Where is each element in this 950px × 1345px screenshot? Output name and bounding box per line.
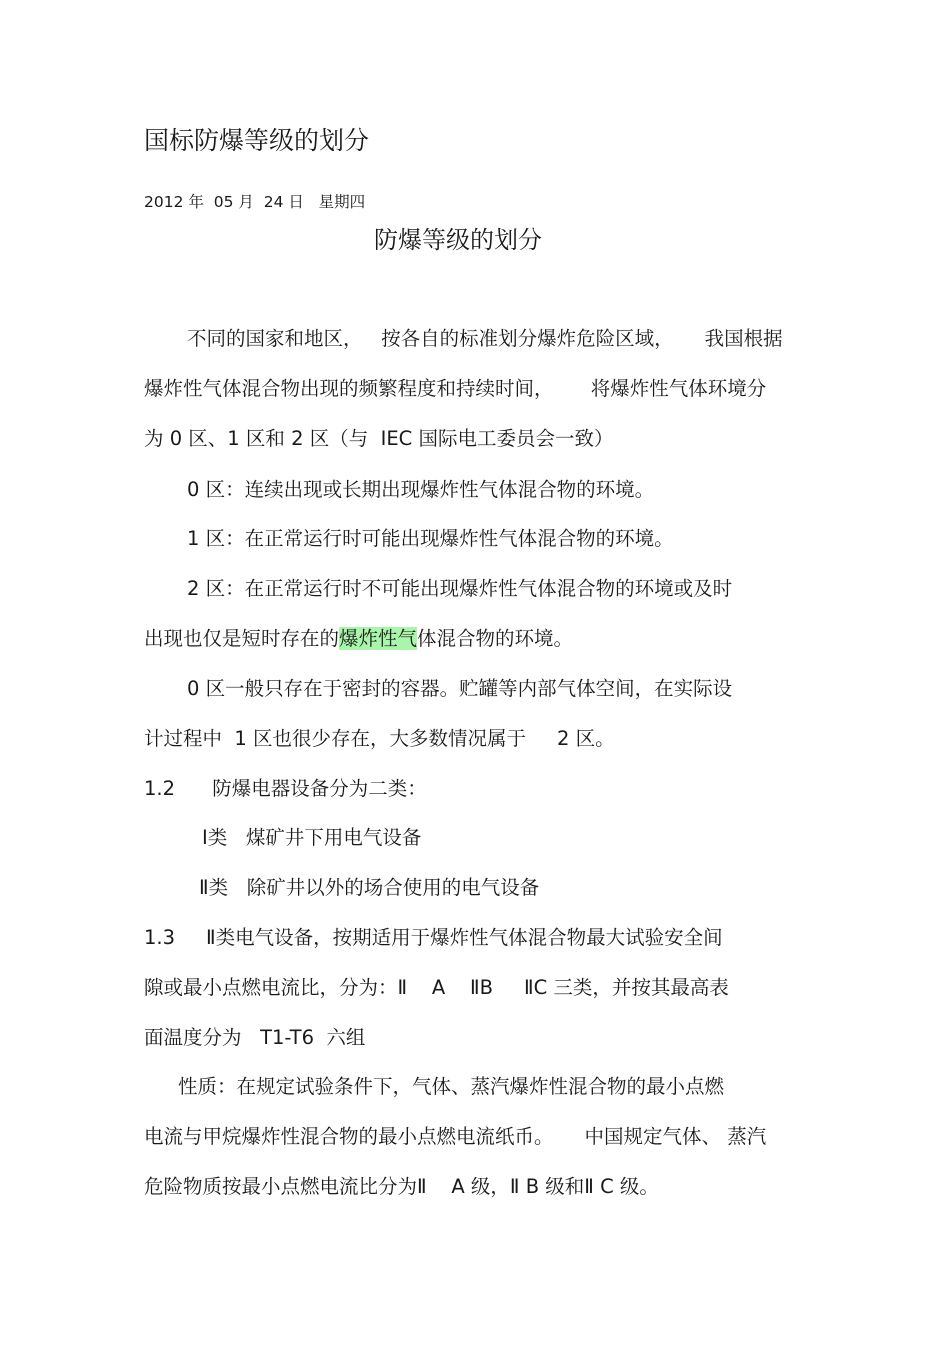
text-run: 出现也仅是短时存在的 <box>144 627 340 650</box>
paragraph-line: 电流与甲烷爆炸性混合物的最小点燃电流纸币。 中国规定气体、 蒸汽 <box>144 1125 767 1148</box>
class-ii-item: Ⅱ类 除矿井以外的场合使用的电气设备 <box>199 876 540 899</box>
zone-0-definition: 0 区：连续出现或长期出现爆炸性气体混合物的环境。 <box>187 478 655 501</box>
paragraph-line: 为 0 区、1 区和 2 区（与 IEC 国际电工委员会一致） <box>144 427 614 450</box>
class-i-item: Ⅰ类 煤矿井下用电气设备 <box>202 826 422 849</box>
publish-date: 2012 年 05 月 24 日 星期四 <box>144 193 366 211</box>
zone-1-definition: 1 区：在正常运行时可能出现爆炸性气体混合物的环境。 <box>187 527 674 550</box>
paragraph-line: 不同的国家和地区， 按各自的标准划分爆炸危险区域， 我国根据 <box>187 327 783 350</box>
zone-2-definition: 2 区：在正常运行时不可能出现爆炸性气体混合物的环境或及时 <box>187 577 733 600</box>
paragraph-line: 性质：在规定试验条件下，气体、蒸汽爆炸性混合物的最小点燃 <box>178 1075 725 1098</box>
paragraph-line: 爆炸性气体混合物出现的频繁程度和持续时间， 将爆炸性气体环境分 <box>144 377 767 400</box>
paragraph-line: 计过程中 1 区也很少存在，大多数情况属于 2 区。 <box>144 727 615 750</box>
section-1-2-heading: 1.2 防爆电器设备分为二类： <box>144 777 427 800</box>
paragraph-line <box>144 626 573 652</box>
paragraph-line: 面温度分为 T1-T6 六组 <box>144 1026 366 1049</box>
paragraph-line: 危险物质按最小点燃电流比分为Ⅱ A 级，Ⅱ B 级和Ⅱ C 级。 <box>144 1175 659 1198</box>
document-title: 国标防爆等级的划分 <box>144 126 370 155</box>
highlighted-text: 爆炸性气 <box>339 627 418 650</box>
text-run: 体混合物的环境。 <box>417 627 574 650</box>
paragraph-line: 0 区一般只存在于密封的容器。贮罐等内部气体空间，在实际设 <box>187 677 733 700</box>
section-1-3-heading: 1.3 Ⅱ类电气设备，按期适用于爆炸性气体混合物最大试验安全间 <box>144 926 723 949</box>
section-heading: 防爆等级的划分 <box>374 226 542 254</box>
paragraph-line: 隙或最小点燃电流比，分为：Ⅱ A ⅡB ⅡC 三类，并按其最高表 <box>144 976 729 999</box>
